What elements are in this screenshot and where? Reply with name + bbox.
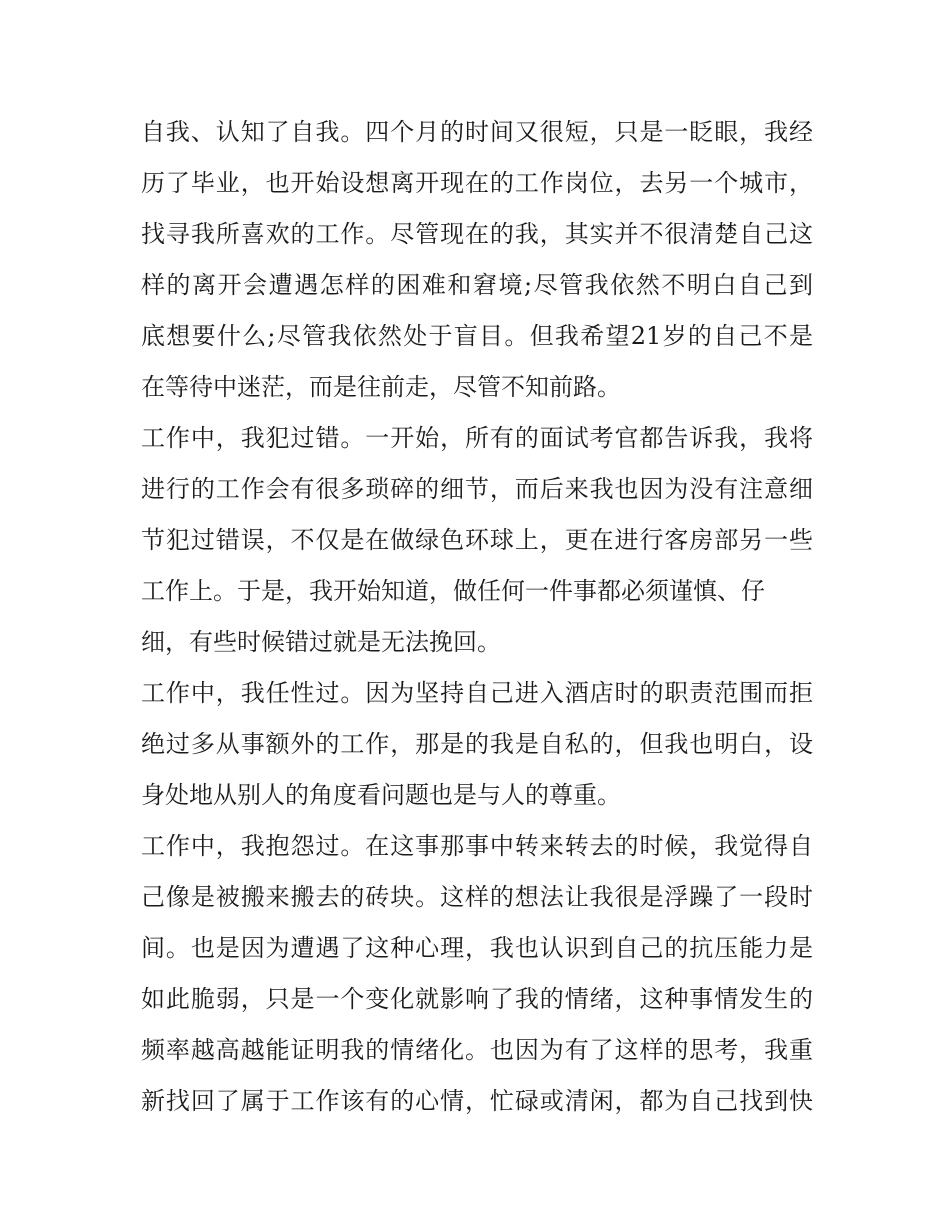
text-line: 历了毕业，也开始设想离开现在的工作岗位，去另一个城市， [141, 169, 813, 197]
text-line: 频率越高越能证明我的情绪化。也因为有了这样的思考，我重 [141, 1036, 813, 1064]
text-line: 进行的工作会有很多琐碎的细节，而后来我也因为没有注意细 [141, 475, 813, 503]
paragraph [141, 107, 813, 413]
text-line: 节犯过错误，不仅是在做绿色环球上，更在进行客房部另一些 [141, 526, 813, 554]
text-line: 底想要什么;尽管我依然处于盲目。但我希望21岁的自己不是 [141, 322, 813, 350]
text-line: 己像是被搬来搬去的砖块。这样的想法让我很是浮躁了一段时 [141, 883, 813, 911]
text-line: 工作上。于是，我开始知道，做任何一件事都必须谨慎、仔 [141, 577, 765, 605]
text-line: 在等待中迷茫，而是往前走，尽管不知前路。 [141, 373, 621, 401]
paragraph [141, 821, 813, 1127]
text-line: 如此脆弱，只是一个变化就影响了我的情绪，这种事情发生的 [141, 985, 813, 1013]
text-line: 身处地从别人的角度看问题也是与人的尊重。 [141, 781, 621, 809]
text-line: 新找回了属于工作该有的心情，忙碌或清闲，都为自己找到快 [141, 1087, 813, 1115]
text-line: 工作中，我犯过错。一开始，所有的面试考官都告诉我，我将 [141, 424, 813, 452]
text-line: 工作中，我抱怨过。在这事那事中转来转去的时候，我觉得自 [141, 832, 813, 860]
paragraph [141, 413, 813, 668]
text-line: 绝过多从事额外的工作，那是的我是自私的，但我也明白，设 [141, 730, 813, 758]
text-line: 样的离开会遭遇怎样的困难和窘境;尽管我依然不明白自己到 [141, 271, 813, 299]
text-line: 找寻我所喜欢的工作。尽管现在的我，其实并不很清楚自己这 [141, 220, 813, 248]
text-line: 细，有些时候错过就是无法挽回。 [141, 628, 501, 656]
text-line: 间。也是因为遭遇了这种心理，我也认识到自己的抗压能力是 [141, 934, 813, 962]
text-line: 工作中，我任性过。因为坚持自己进入酒店时的职责范围而拒 [141, 679, 813, 707]
paragraph [141, 668, 813, 821]
text-line: 自我、认知了自我。四个月的时间又很短，只是一眨眼，我经 [141, 118, 813, 146]
document-body [141, 107, 813, 1127]
